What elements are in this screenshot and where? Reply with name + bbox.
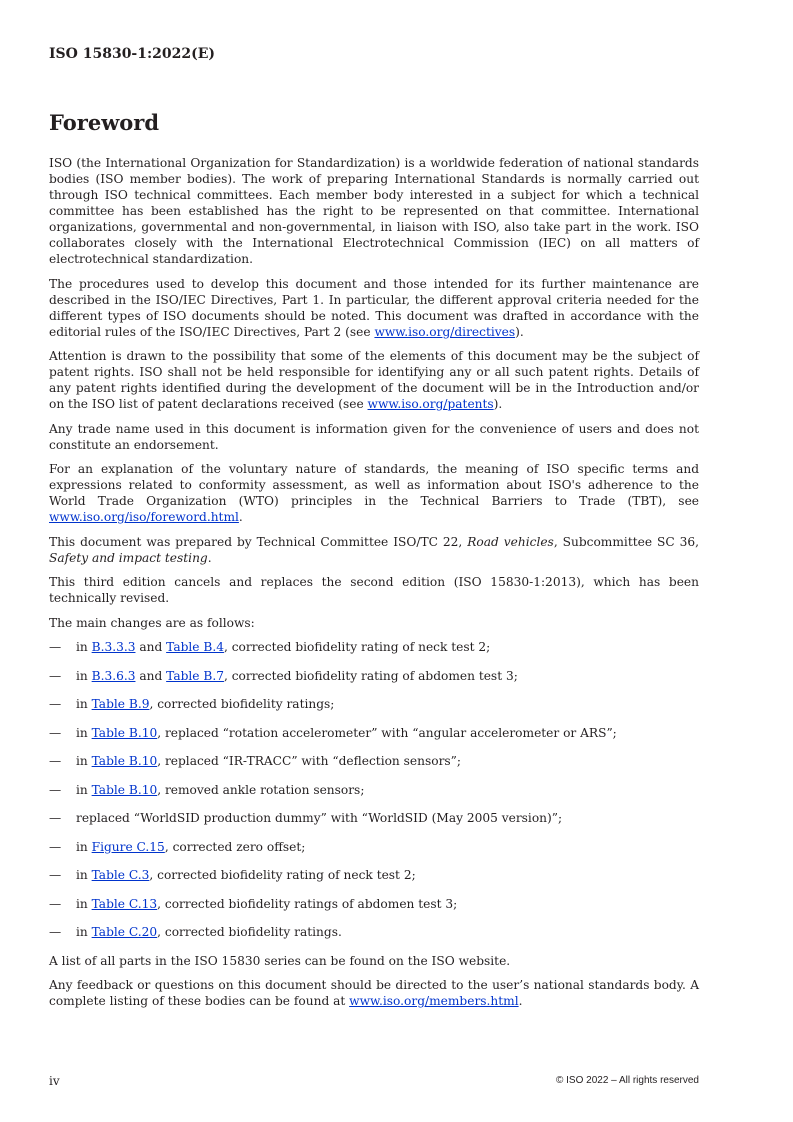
list-rest: , corrected biofidelity ratings; [149, 697, 335, 711]
table-link[interactable]: Table B.4 [166, 640, 224, 654]
paragraph-tail: ). [493, 397, 503, 411]
paragraph-text: Any feedback or questions on this document should be directed to the user’s national standards body. A complete listing of these bodies can be found at [49, 978, 699, 1008]
foreword-body [49, 155, 699, 1018]
clause-link[interactable]: B.3.6.3 [91, 668, 136, 683]
list-rest: , corrected biofidelity rating of abdomen test 3; [223, 668, 518, 683]
dash-bullet: — [49, 668, 62, 683]
list-item-text [76, 696, 334, 712]
list-item [49, 696, 699, 712]
list-rest: , corrected biofidelity ratings. [157, 925, 342, 939]
list-prefix: in [76, 640, 92, 654]
list-item [49, 782, 699, 798]
list-prefix: in [76, 668, 92, 683]
document-id-header: ISO 15830-1:2022(E) [49, 46, 216, 62]
members-link[interactable]: www.iso.org/members.html [349, 994, 519, 1008]
list-item [49, 924, 699, 940]
list-prefix: in [76, 782, 92, 797]
paragraph-text: , Subcommittee SC 36, [553, 534, 699, 549]
list-rest: , corrected biofidelity rating of neck test 2; [149, 868, 416, 882]
list-item [49, 639, 699, 655]
list-item [49, 753, 699, 769]
paragraph-tail: ). [515, 324, 524, 339]
paragraph-text: This document was prepared by Technical Committee ISO/TC 22, [49, 534, 468, 549]
paragraph-main-changes: The main changes are as follows: [49, 615, 255, 630]
paragraph-text: The procedures used to develop this document and those intended for its further maintenance are described in the ISO/IEC Directives, Part 1. In particular, the different approval criteria needed for the different types of ISO documents should be noted. This document was drafted in accordance with the editorial rules of the ISO/IEC Directives, Part 2 (see [49, 276, 699, 339]
paragraph-tail: . [518, 994, 523, 1008]
list-item-text [76, 782, 364, 798]
dash-bullet: — [49, 896, 62, 911]
committee-name: Road vehicles [467, 534, 554, 549]
paragraph-directives [49, 276, 699, 340]
list-prefix: in [76, 868, 92, 882]
table-link[interactable]: Table C.20 [91, 925, 158, 939]
list-conjunction: and [135, 668, 167, 683]
patents-link[interactable]: www.iso.org/patents [367, 397, 494, 411]
paragraph-trade-name: Any trade name used in this document is information given for the convenience of users and does not constitute an endorsement. [49, 421, 699, 452]
list-item [49, 668, 699, 684]
paragraph-committee [49, 534, 699, 566]
table-link[interactable]: Table C.13 [91, 896, 158, 911]
paragraph-edition: This third edition cancels and replaces the second edition (ISO 15830-1:2013), which has been technically revised. [49, 575, 699, 605]
list-item-text [76, 639, 490, 655]
dash-bullet: — [49, 925, 62, 939]
table-link[interactable]: Table B.10 [91, 782, 158, 797]
list-item-text [76, 753, 461, 769]
list-conjunction: and [135, 640, 167, 654]
list-rest: , removed ankle rotation sensors; [157, 782, 365, 797]
table-link[interactable]: Table C.3 [91, 868, 150, 882]
foreword-link[interactable]: www.iso.org/iso/foreword.html [49, 510, 239, 524]
table-link[interactable]: Table B.9 [91, 697, 150, 711]
list-item [49, 867, 699, 883]
list-item [49, 810, 699, 826]
list-item-text: replaced “WorldSID production dummy” with “WorldSID (May 2005 version)”; [76, 811, 563, 825]
table-link[interactable]: Table B.10 [91, 725, 158, 740]
list-item [49, 896, 699, 912]
list-item-text [76, 725, 617, 741]
list-item [49, 839, 699, 855]
dash-bullet: — [49, 839, 62, 854]
list-item-text [76, 668, 518, 684]
list-rest: , corrected zero offset; [164, 839, 306, 854]
page-title: Foreword [49, 110, 160, 135]
paragraph-text: Attention is drawn to the possibility that some of the elements of this document may be the subject of patent rights. ISO shall not be held responsible for identifying any or all such patent rights. Details of any patent rights identified during the development of the document will be in the Introduction and/or on the ISO list of patent declarations received (see [49, 349, 699, 411]
list-item-text [76, 839, 305, 855]
paragraph-tail: . [207, 550, 212, 565]
list-prefix: in [76, 839, 92, 854]
dash-bullet: — [49, 725, 62, 740]
dash-bullet: — [49, 782, 62, 797]
list-prefix: in [76, 925, 92, 939]
paragraph-feedback [49, 977, 699, 1009]
list-rest: , replaced “IR-TRACC” with “deflection sensors”; [157, 754, 461, 768]
paragraph-tail: . [238, 510, 243, 524]
list-item-text [76, 896, 457, 912]
page-number: iv [49, 1074, 60, 1088]
dash-bullet: — [49, 868, 62, 882]
table-link[interactable]: Table B.7 [166, 668, 224, 683]
changes-list [49, 639, 699, 940]
list-prefix: in [76, 697, 92, 711]
paragraph-patents [49, 348, 699, 412]
subcommittee-name: Safety and impact testing [49, 550, 208, 565]
list-prefix: in [76, 754, 92, 768]
dash-bullet: — [49, 697, 62, 711]
dash-bullet: — [49, 811, 62, 825]
list-item [49, 725, 699, 741]
copyright-notice: © ISO 2022 – All rights reserved [556, 1075, 699, 1086]
list-rest: , corrected biofidelity rating of neck test 2; [223, 640, 491, 654]
paragraph-text: For an explanation of the voluntary nature of standards, the meaning of ISO specific terms and expressions related to conformity assessment, as well as information about ISO's adherence to the World Trade Organization (WTO) principles in the Technical Barriers to Trade (TBT), see [49, 462, 699, 508]
directives-link[interactable]: www.iso.org/directives [374, 324, 516, 339]
list-prefix: in [76, 896, 92, 911]
clause-link[interactable]: B.3.3.3 [91, 640, 136, 654]
list-item-text [76, 867, 416, 883]
list-prefix: in [76, 725, 92, 740]
figure-link[interactable]: Figure C.15 [91, 839, 165, 854]
dash-bullet: — [49, 640, 62, 654]
dash-bullet: — [49, 754, 62, 768]
list-item-text [76, 924, 342, 940]
list-rest: , corrected biofidelity ratings of abdomen test 3; [157, 896, 458, 911]
paragraph-voluntary-nature [49, 461, 699, 525]
list-rest: , replaced “rotation accelerometer” with “angular accelerometer or ARS”; [157, 725, 617, 740]
paragraph-iso-intro: ISO (the International Organization for Standardization) is a worldwide federation of national standards bodies (ISO member bodies). The work of preparing International Standards is normally carried out through ISO technical committees. Each member body interested in a subject for which a technical committee has been established has the right to be represented on that committee. International organizations, governmental and non-governmental, in liaison with ISO, also take part in the work. ISO collaborates closely with the International Electrotechnical Commission (IEC) on all matters of electrotechnical standardization. [49, 156, 699, 266]
paragraph-series-list: A list of all parts in the ISO 15830 series can be found on the ISO website. [49, 953, 511, 968]
table-link[interactable]: Table B.10 [91, 754, 158, 768]
